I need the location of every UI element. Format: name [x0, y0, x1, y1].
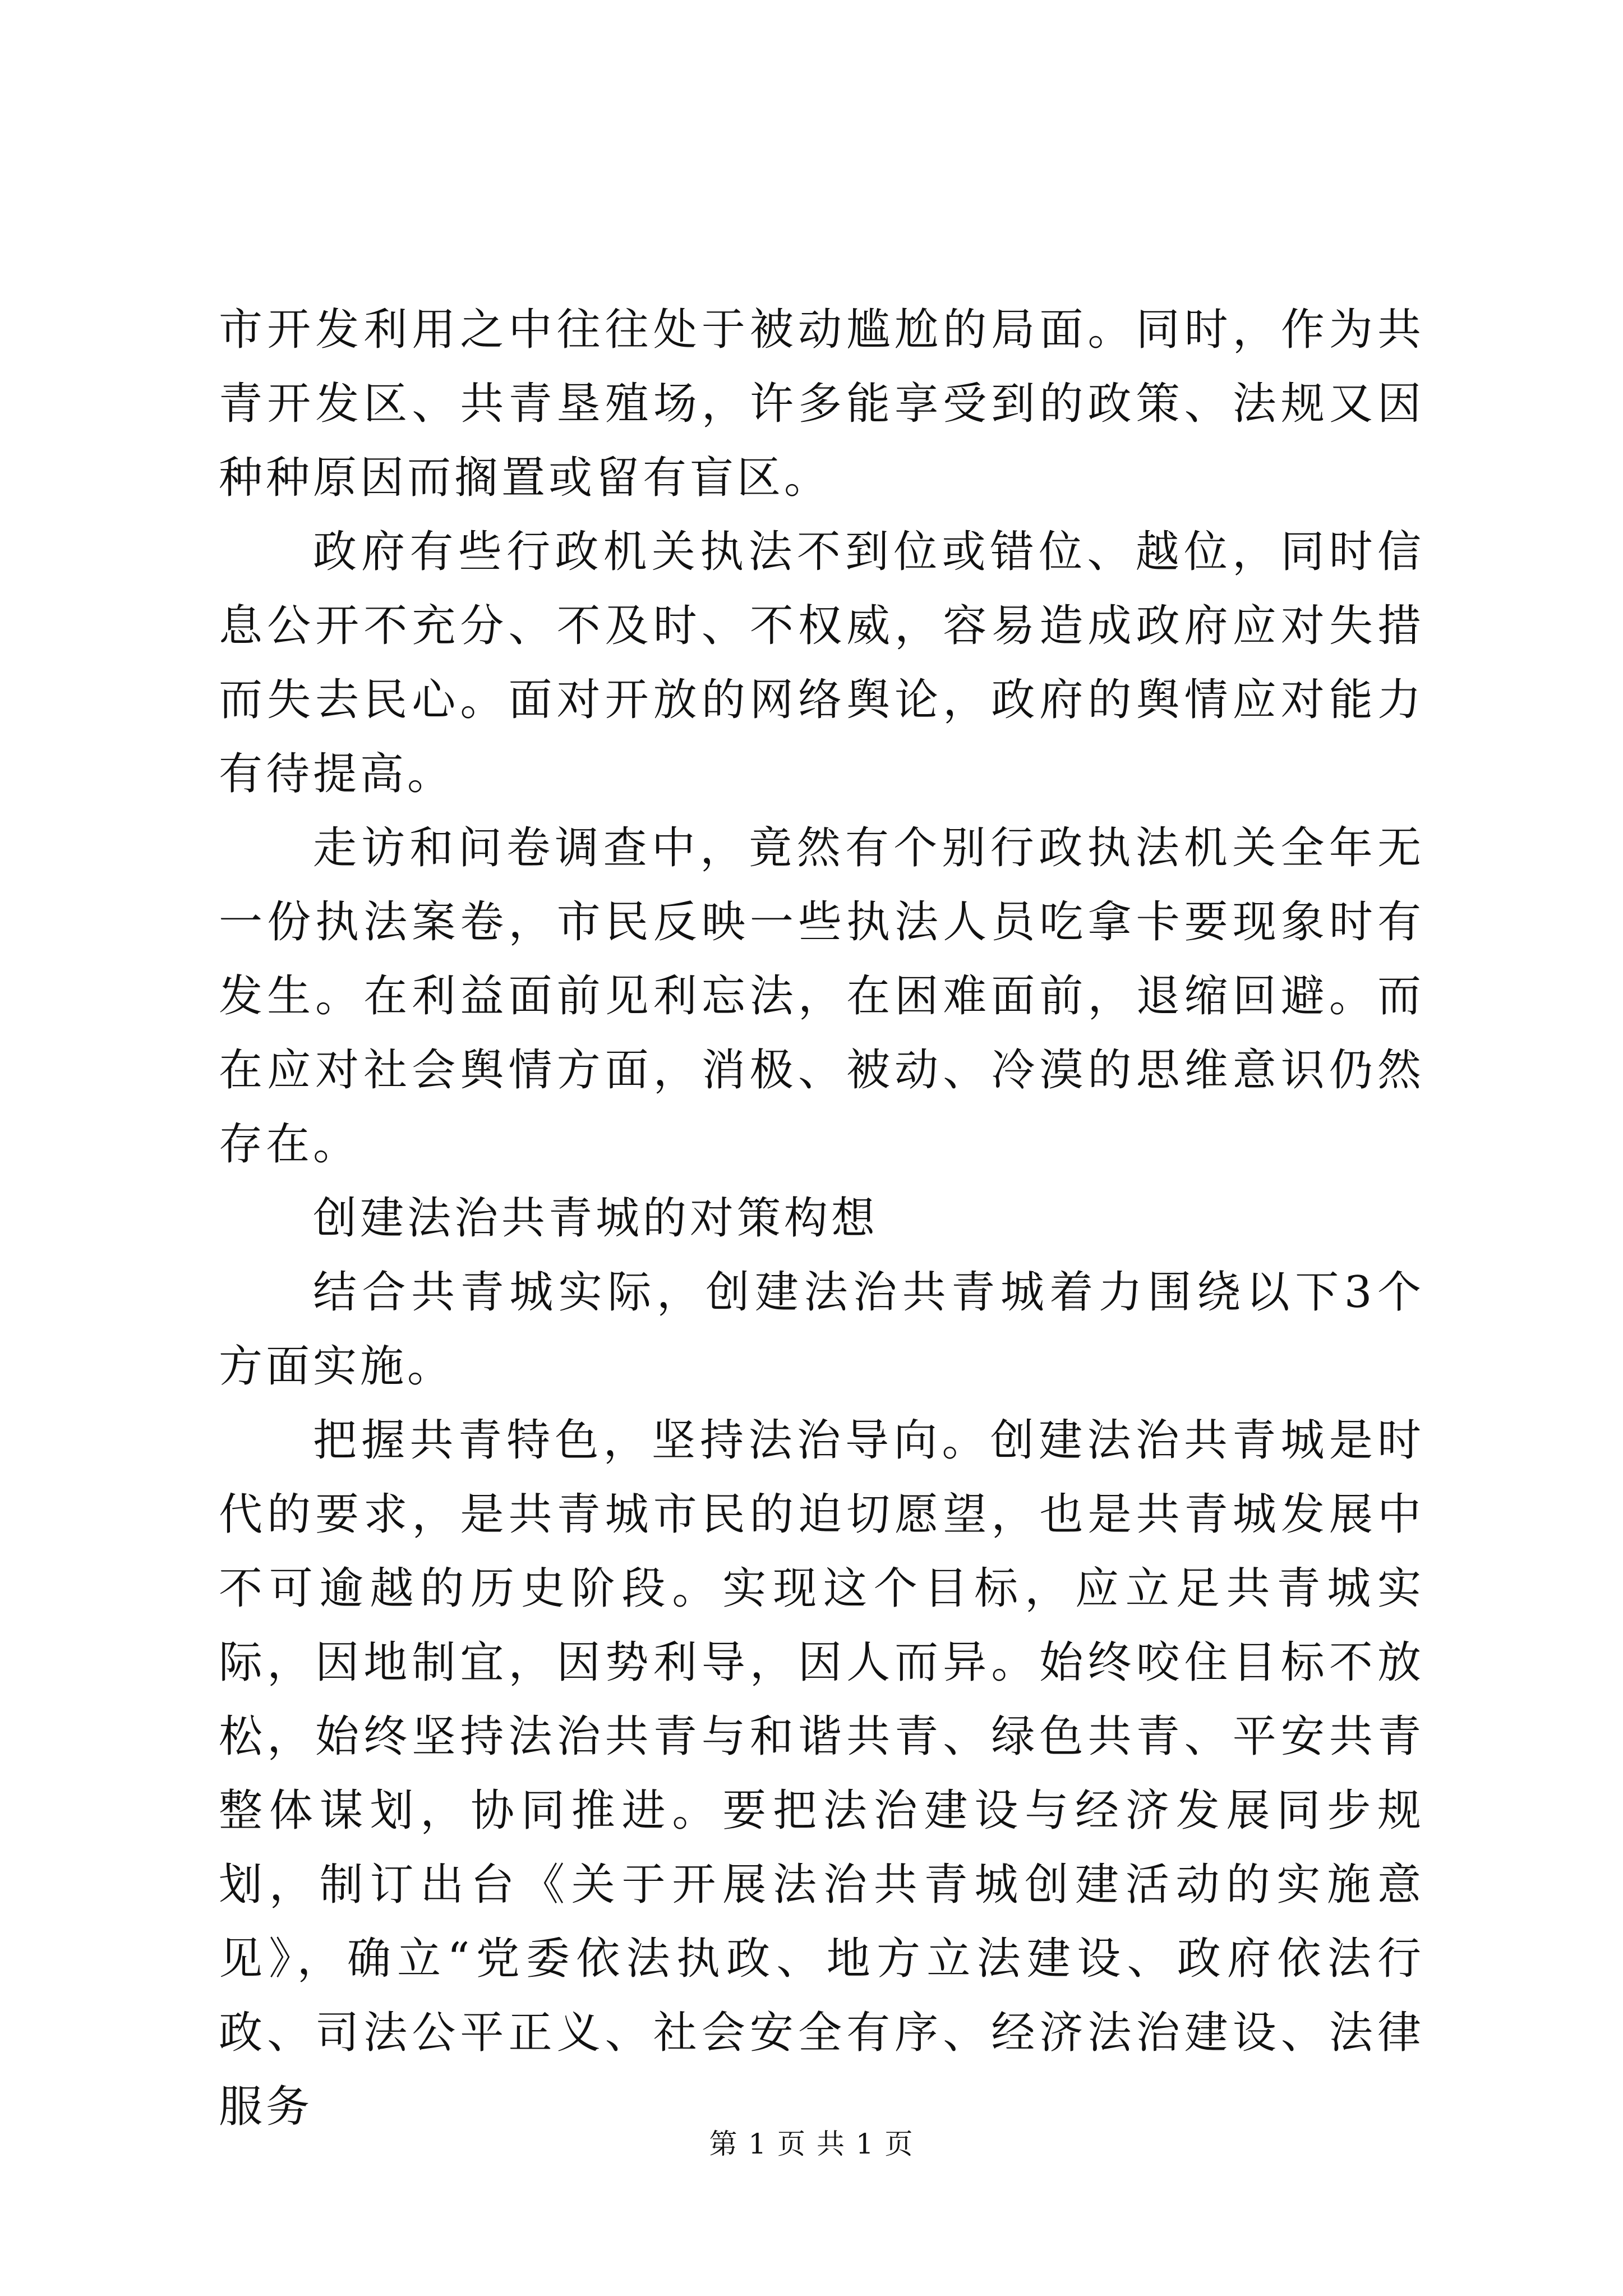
- document-body: [219, 293, 1424, 2144]
- section-heading: 创建法治共青城的对策构想: [313, 1193, 879, 1244]
- paragraph-5: 结合共青城实际，创建法治共青城着力围绕以下3个方面实施。: [219, 1267, 1424, 1392]
- paragraph-6: 把握共青特色，坚持法治导向。创建法治共青城是时代的要求，是共青城市民的迫切愿望，也是共青城发展中不可逾越的历史阶段。实现这个目标，应立足共青城实际，因地制宜，因势利导，因人而异。始终咬住目标不放松，始终坚持法治共青与和谐共青、绿色共青、平安共青整体谋划，协同推进。要把法治建设与经济发展同步规划，制订出台《关于开展法治共青城创建活动的实施意见》，确立“党委依法执政、地方立法建设、政府依法行政、司法公平正义、社会安全有序、经济法治建设、法律服务: [219, 1415, 1424, 2132]
- paragraph-3: 走访和问卷调查中，竟然有个别行政执法机关全年无一份执法案卷，市民反映一些执法人员吃拿卡要现象时有发生。在利益面前见利忘法，在困难面前，退缩回避。而在应对社会舆情方面，消极、被动、冷漠的思维意识仍然存在。: [219, 823, 1424, 1170]
- paragraph-1: 市开发利用之中往往处于被动尴尬的局面。同时，作为共青开发区、共青垦殖场，许多能享受到的政策、法规又因种种原因而搁置或留有盲区。: [219, 305, 1424, 503]
- page-number-footer: 第 1 页 共 1 页: [709, 2128, 914, 2160]
- paragraph-2: 政府有些行政机关执法不到位或错位、越位，同时信息公开不充分、不及时、不权威，容易造成政府应对失措而失去民心。面对开放的网络舆论，政府的舆情应对能力有待提高。: [219, 527, 1424, 799]
